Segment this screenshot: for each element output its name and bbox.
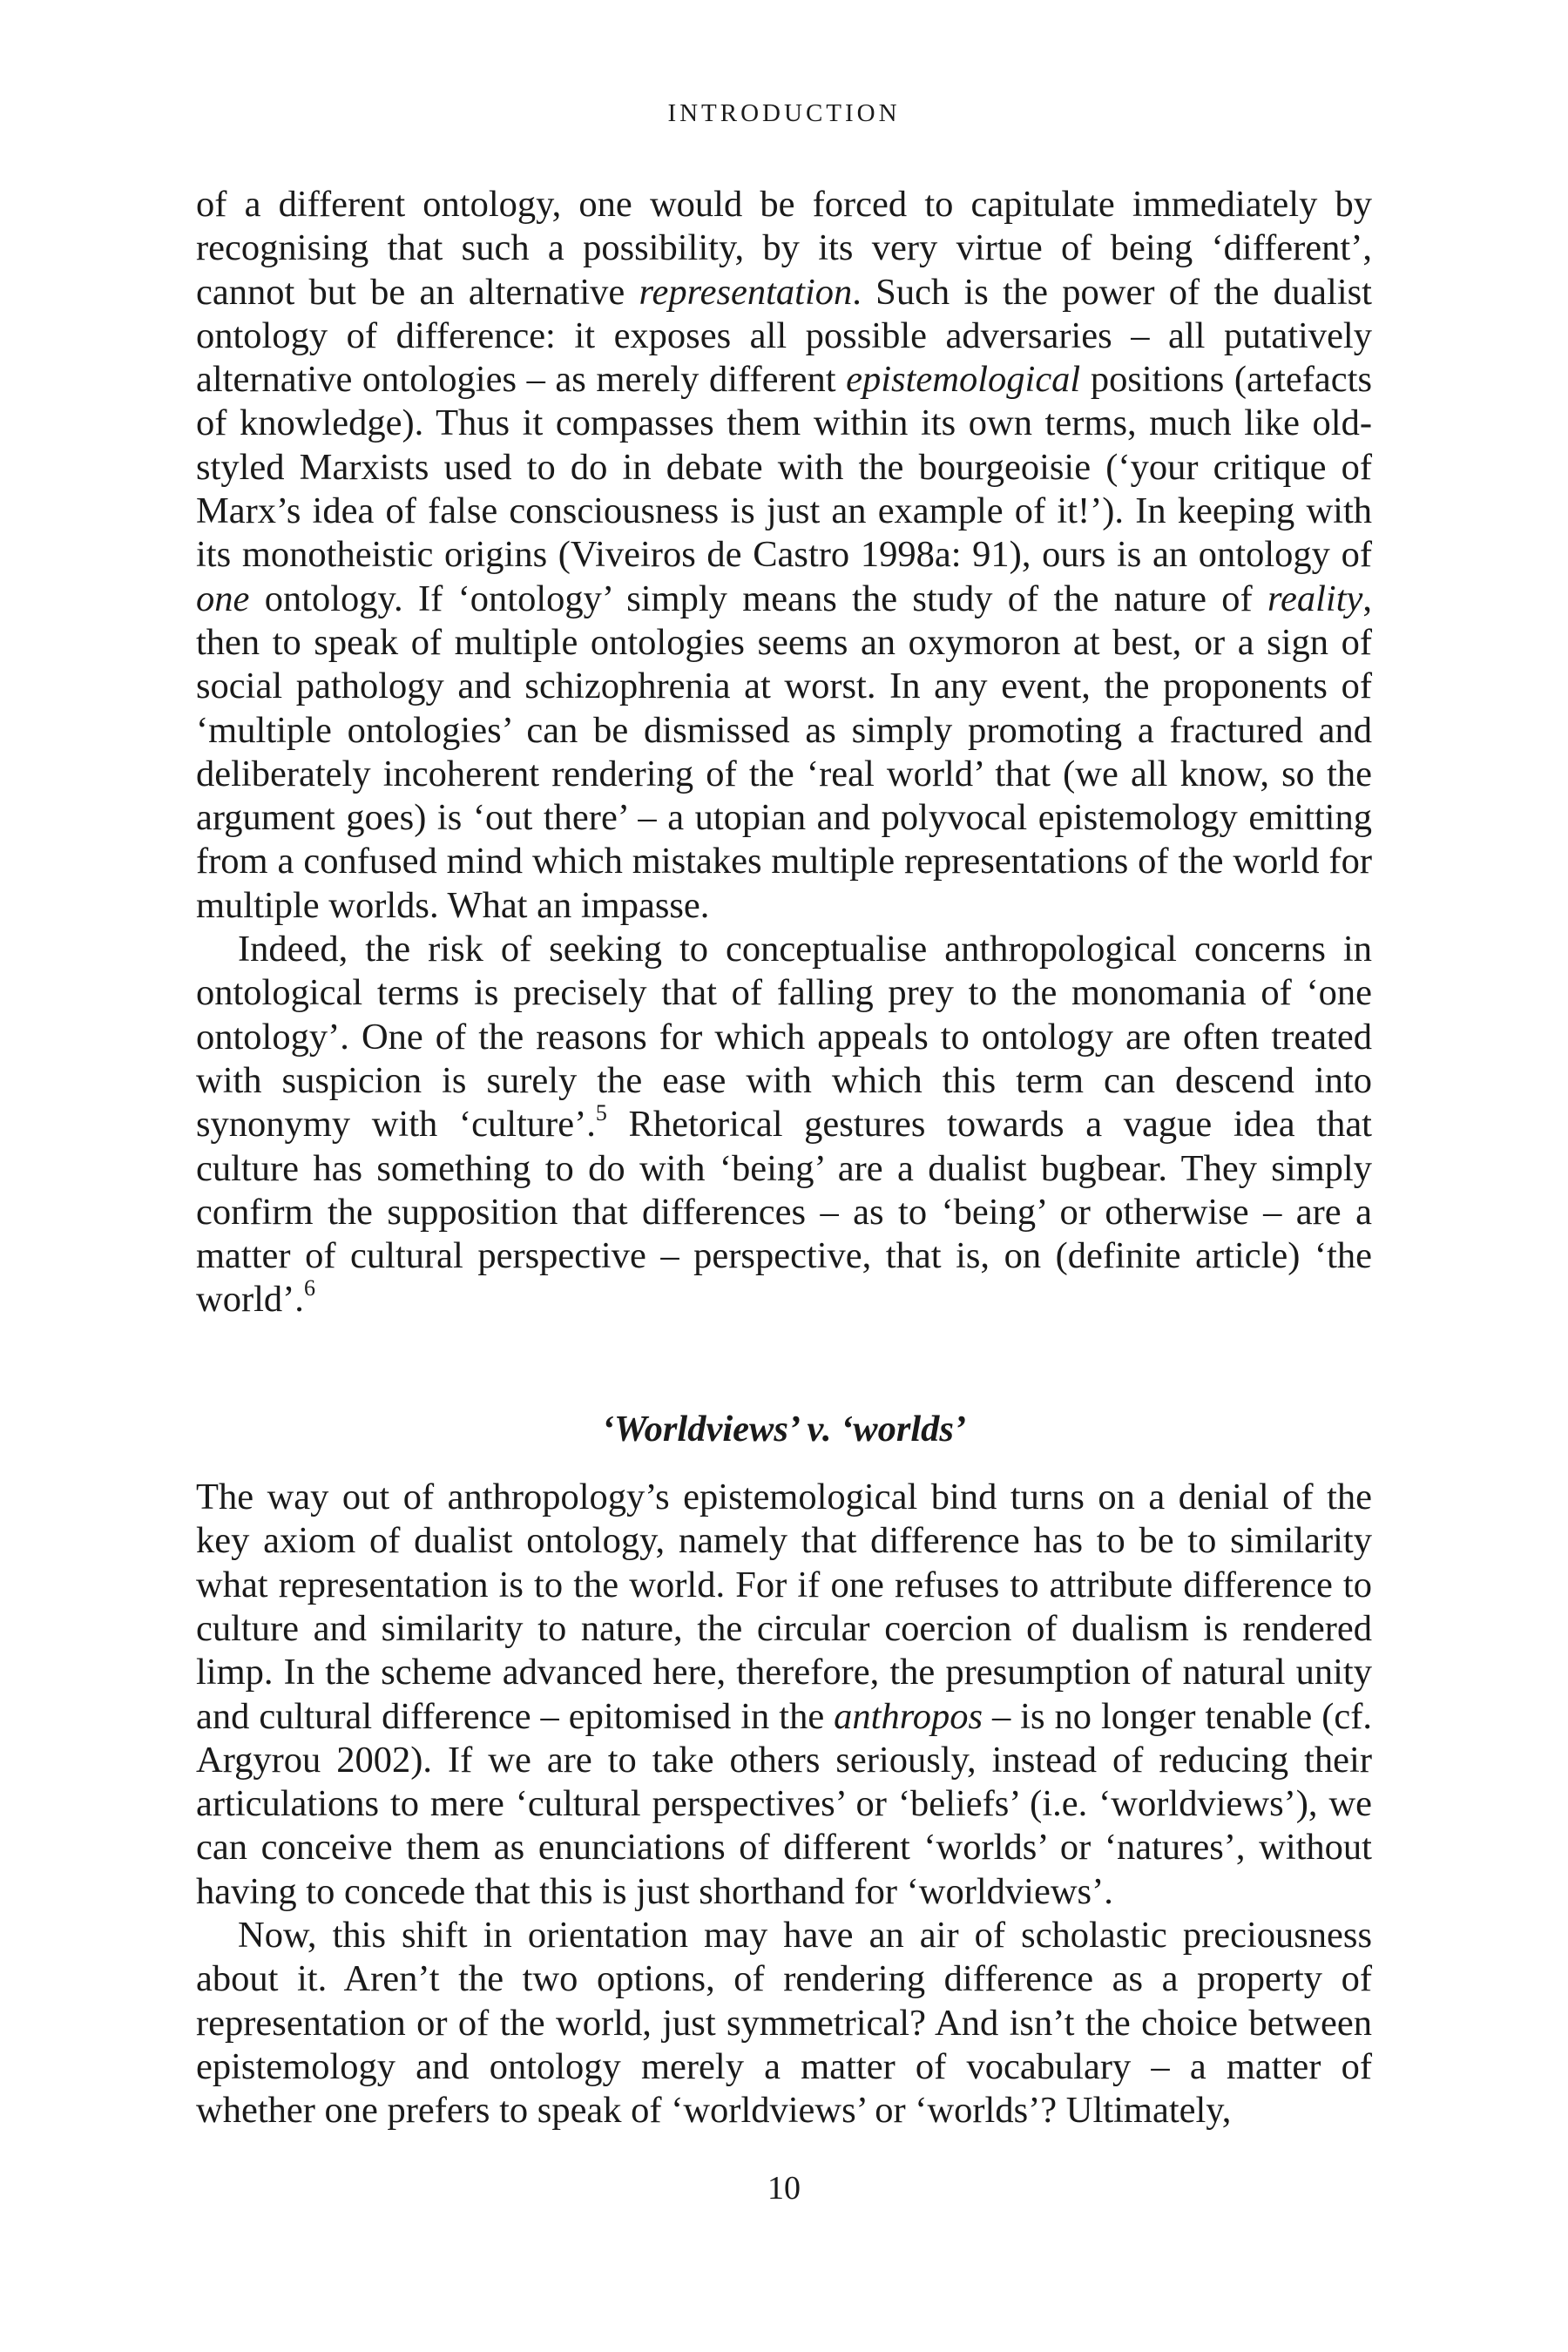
footnote-ref-6[interactable]: 6 xyxy=(303,1275,315,1301)
emphasis-epistemological: epistemological xyxy=(846,359,1081,401)
emphasis-representation: representation xyxy=(639,271,853,313)
paragraph-2-text: Rhetorical gestures towards a vague idea that culture has something to do with ‘being’ are a dualist bugbear. They simply confirm the supposition that differences – as to ‘being’ or otherwise – are a matter of cultural perspective – perspective, that is, on (definite article) ‘the world’. xyxy=(196,1104,1372,1321)
page-number: 10 xyxy=(767,2170,801,2207)
paragraph-1-text: of a different ontology, one would be forced to capitulate immediately by recognising that such a possibility, by its very virtue of being ‘different’, cannot but be an alternative xyxy=(196,184,1372,313)
paragraph-1-text: ontology. If ‘ontology’ simply means the study of the nature of xyxy=(249,578,1267,619)
emphasis-one: one xyxy=(196,578,250,619)
running-head: INTRODUCTION xyxy=(667,99,901,127)
paragraph-3-text: The way out of anthropology’s epistemological bind turns on a denial of the key axiom of dualist ontology, namely that difference has to be to similarity what representation is to the world. For if one refuses to attribute difference to culture and similarity to nature, the circular coercion of dualism is rendered limp. In the scheme advanced here, therefore, the presumption of natural unity and cultural difference – epitomised in the xyxy=(196,1477,1372,1737)
paragraph-4: Now, this shift in orientation may have an air of scholastic preciousness about it. Aren’t the two options, of rendering difference as a property of representation or of the world, just symmetrical? And isn’t the choice between epistemology and ontology merely a matter of vocabulary – a matter of whether one prefers to speak of ‘worldviews’ or ‘worlds’? Ultimately, xyxy=(196,1914,1372,2132)
paragraph-1-text: positions (artefacts of knowledge). Thus it compasses them within its own terms, much like old-styled Marxists used to do in debate with the bourgeoisie (‘your critique of Marx’s idea of false consciousness is just an example of it!’). In keeping with its monotheistic origins (Viveiros de Castro 1998a: 91), ours is an ontology of xyxy=(196,359,1372,576)
paragraph-1 xyxy=(196,183,1372,928)
emphasis-reality: reality xyxy=(1267,578,1363,619)
footnote-ref-5[interactable]: 5 xyxy=(595,1100,607,1126)
body-text xyxy=(196,183,1372,2132)
emphasis-anthropos: anthropos xyxy=(834,1695,983,1737)
section-heading: ‘Worldviews’ v. ‘worlds’ xyxy=(601,1408,967,1450)
paragraph-2-text: Indeed, the risk of seeking to conceptualise anthropological concerns in ontological terms is precisely that of falling prey to the monomania of ‘one ontology’. One of the reasons for which appeals to ontology are often treated with suspicion is surely the ease with which this term can descend into synonymy with ‘culture’. xyxy=(196,929,1372,1146)
paragraph-1-text: , then to speak of multiple ontologies seems an oxymoron at best, or a sign of social pathology and schizophrenia at worst. In any event, the proponents of ‘multiple ontologies’ can be dismissed as simply promoting a fractured and deliberately incoherent rendering of the ‘real world’ that (we all know, so the argument goes) is ‘out there’ – a utopian and polyvocal epistemology emitting from a confused mind which mistakes multiple representations of the world for multiple worlds. What an impasse. xyxy=(196,578,1372,926)
paragraph-3 xyxy=(196,1476,1372,1914)
paragraph-2 xyxy=(196,928,1372,1322)
paragraph-3-text: – is no longer tenable (cf. Argyrou 2002). If we are to take others seriously, instead of reducing their articulations to mere ‘cultural perspectives’ or ‘beliefs’ (i.e. ‘worldviews’), we can conceive them as enunciations of different ‘worlds’ or ‘natures’, without having to concede that this is just shorthand for ‘worldviews’. xyxy=(196,1695,1372,1912)
paragraph-1-text: . Such is the power of the dualist ontology of difference: it exposes all possible adversaries – all putatively alternative ontologies – as merely different xyxy=(196,271,1372,401)
